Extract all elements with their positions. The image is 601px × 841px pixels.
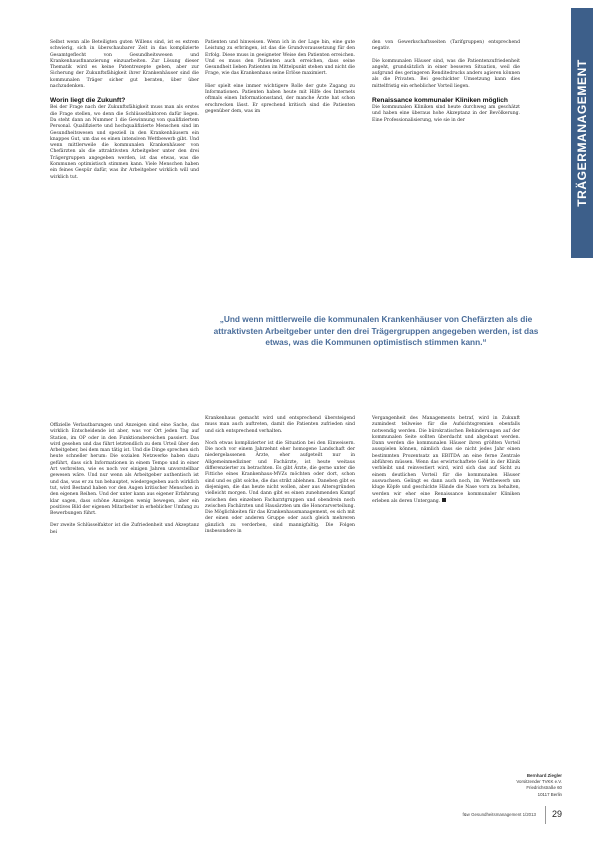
author-name: Bernhard Ziegler [526, 773, 562, 778]
column-2-top [205, 40, 355, 115]
section-heading: Renaissance kommunaler Kliniken möglich [372, 97, 508, 105]
pull-quote: „Und wenn mittlerweile die kommunalen Krankenhäuser von Chefärzten als die attraktivsten Arbeitgeber unter den drei Trägergruppen angegeben werden, ist das etwas, was die Kommunen optimistisch stimmen kann.“ [213, 314, 539, 347]
paragraph: Krankenhaus gemacht wird und entsprechend übersteigend muss man auch auftreten, damit die Patienten zufrieden sind und sich entsprechend verhalten. [205, 416, 355, 434]
author-city: 10117 Berlin [537, 791, 562, 797]
footer-publication: f&w Gesundheitsmanagement 1/2013 [462, 812, 536, 817]
author-street: Friedrichstraße 60 [526, 785, 562, 791]
paragraph: Der zweite Schlüsselfaktor ist die Zufriedenheit und Akzeptanz bei [50, 523, 199, 535]
paragraph: Patienten und hinweisen. Wenn ich in der Lage bin, eine gute Leistung zu erbringen, ist das die Grundvoraussetzung für den Erfolg. Diese muss in geeigneter Weise den Patienten erreichen. Und es muss den Patienten auch erreichen, dass seine Gesundheit lieben Patienten im Mittelpunkt stehen und nicht die Frage, wie das Krankenhaus seine Erlöse maximiert. [205, 40, 355, 77]
section-tab [571, 8, 593, 258]
column-3-top [372, 40, 520, 124]
paragraph: Bei der Frage nach der Zukunftsfähigkeit muss man als erstes die Frage stellen, wo denn die Schlüsselfaktoren dafür liegen. Da steht dann an Nummer 1 die Gewinnung von qualifiziertem Personal. Qualifizierte und hochqualifizierte Menschen sind im Gesundheitswesen und speziell in den Krankenhäusern ein knappes Gut, um das es einen intensiven Wettbewerb gibt. Und wenn mittlerweile die kommunalen Krankenhäuser von Chefärzten als die attraktivsten Arbeitgeber unter den drei Trägergruppen angegeben werden, ist das etwas, was die Kommunen optimistisch stimmen kann. Viele Menschen haben ein feines Gespür dafür, was ihr Arbeitgeber wirklich will und wirklich tut. [50, 105, 199, 180]
paragraph: Noch etwas komplizierter ist die Situation bei den Einweisern. Die noch vor einem Jahrzehnt eher homogene Landschaft der niedergelassenen Ärzte, eher aufgeteilt nur in Allgemeinmediziner und Fachärzte, ist heute weitaus differenzierter zu betrachten. Es gibt Ärzte, die gerne unter die Fittiche eines Krankenhaus-MVZs möchten oder dort, schon sind und es gibt solche, die das strikt ablehnen. Daneben gibt es diejenigen, die das heute nicht wollen, aber aus Altersgründen vielleicht morgen. Und dann gibt es einen zunehmenden Kampf zwischen den einzelnen Facharztgruppen und obendrein noch zwischen Fachärzten und Hausärzten um die Honorarverteilung. Die Möglichkeiten für das Krankenhausmanagement, es sich mit der einen oder anderen Gruppe oder auch gleich mehreren gänzlich zu verderben, sind mannigfaltig. Die Folgen insbesondere in [205, 440, 355, 535]
author-title: Vorsitzender TVKK e.V. [516, 779, 562, 785]
paragraph: Selbst wenn alle Beteiligten guten Willens sind, ist es extrem schwierig, sich in überschaubarer Zeit in das komplizierte Gesamtgeflecht von Gesundheitswesen und Krankenhausfinanzierung einzuarbeiten. Zur Lösung dieser Thematik wird es keine Patentrezepte geben, aber zur Sicherung der Zukunftsfähigkeit ihrer Krankenhäuser sind die kommunalen Träger sicher gut beraten, über über nachzudenken. [50, 40, 199, 90]
column-1-bottom [50, 423, 199, 536]
section-tab-label: TRÄGERMANAGEMENT [575, 59, 590, 207]
paragraph: Die kommunalen Kliniken sind heute durchweg am geschätzt und haben eine überaus hohe Akzeptanz in der Bevölkerung. Eine Professionalisierung, wie sie in der [372, 105, 520, 123]
section-heading: Worin liegt die Zukunft? [50, 97, 126, 105]
paragraph: Die kommunalen Häuser sind, was die Patientenzufriedenheit angeht, grundsätzlich in einer besseren Situation, weil die aufgrund des geringeren Renditedrucks anders agieren können als die Privaten. Bei geschickter Umsetzung kann dies mittelfristig ein erheblicher Vorteil liegen. [372, 58, 520, 89]
footer-divider [545, 806, 546, 824]
column-2-bottom [205, 416, 355, 535]
paragraph: den von Gewerkschaftsseiten (Tarifgruppen) entsprechend negativ. [372, 40, 520, 52]
paragraph [372, 416, 520, 505]
column-3-bottom [372, 416, 520, 505]
author-signature [466, 773, 562, 798]
page-number: 29 [552, 809, 563, 819]
end-mark-icon [442, 498, 446, 502]
paragraph-text: Vergangenheit des Managements betraf, wird in Zukunft zumindest teilweise für die Aufsichtsgremien ebenfalls notwendig werden. Die bürokratischen Behinderungen auf der kommunalen Seite sollten überdacht und abgebaut werden. Dann werden die kommunalen Häuser ihren größten Vorteil ausspielen können, nämlich dass sie nicht jedes Jahr einen bestimmten Prozentsatz an EBITDA an eine ferne Zentrale abführen müssen. Wenn das erwirtschaftete Geld in der Klinik verbleibt und reinvestiert wird, wird sich das auf Sicht zu einem deutlichen Vorteil für die kommunalen Häuser auswachsen. Gelingt es dann auch noch, im Wettbewerb um kluge Köpfe und geschickte Hände die Nase vorn zu behalten, werden wir eher eine Renaissance kommunaler Kliniken erleben als deren Untergang. [372, 416, 520, 504]
paragraph: Hier spielt eine immer wichtigere Rolle der gute Zugang zu Informationen. Patienten haben heute mit Hilfe des Internets oftmals einen Informationsstand, der manche Ärzte hat schon erschrecken lässt. Er sprechend kritisch sind die Patienten gegenüber dem, was im [205, 83, 355, 114]
paragraph: Offizielle Verlautbarungen und Anzeigen sind eine Sache, das wirklich Entscheidende ist aber, was vor Ort jeden Tag auf Station, im OP oder in den Funktionsbereichen passiert. Das wird gesehen und das führt letztendlich zu dem Urteil über den Arbeitgeber, bei dem man tätig ist. Und die Dinge sprechen sich heute schneller herum: Die sozialen Netzwerke haben dazu geführt, dass sich Informationen in einem Tempo und in einer Art verbreiten, wie es noch vor einigen Jahren unvorstellbar gewesen wäre. Und nur wenn als Arbeitgeber authentisch ist und das, was er zu tun behauptet, wiedergegeben auch wirklich tut, wird Bestand haben vor den Augen kritischer Menschen in den eigenen Reihen. Und der unter kann aus eigener Erfahrung klar sagen, dass schöne Anzeigen wenig bewegen, aber ein positives Bild der eigenen Mitarbeiter in erheblicher Umfang zu Bewerbungen führt. [50, 423, 199, 517]
column-1-top [50, 40, 199, 181]
